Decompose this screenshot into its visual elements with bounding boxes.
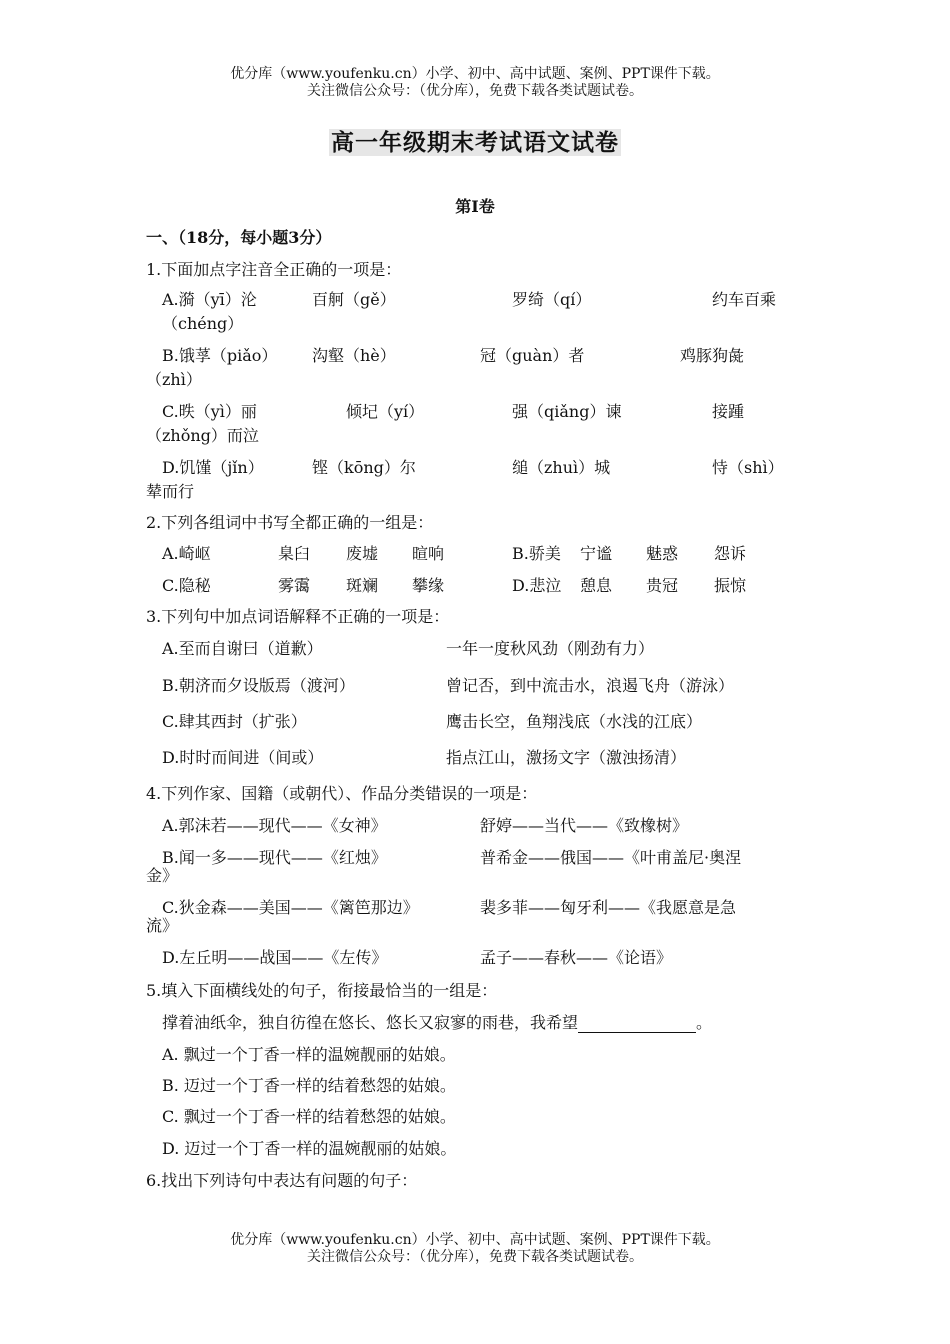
q6-stem: 6.找出下列诗句中表达有问题的句子： — [146, 1171, 418, 1190]
q2-option-a-2: 臬臼 — [278, 544, 311, 563]
q2-option-b-1: B.骄美 — [512, 544, 561, 563]
q3-option-b-1: B.朝济而夕设版焉（渡河） — [162, 676, 355, 695]
q5-option-c: C. 飘过一个丁香一样的结着愁怨的姑娘。 — [162, 1107, 456, 1126]
q4-option-b-3: 金》 — [146, 866, 179, 885]
q1-option-b-1: B.饿莩（piǎo） — [162, 346, 278, 365]
q2-option-c-1: C.隐秘 — [162, 576, 211, 595]
q1-stem: 1.下面加点字注音全正确的一项是： — [146, 260, 402, 279]
q1-option-b-5: （zhì） — [146, 370, 202, 389]
q1-option-b-3: 冠（guàn）者 — [480, 346, 585, 365]
q4-option-d-1: D.左丘明——战国——《左传》 — [162, 948, 388, 967]
q5-option-d: D. 迈过一个丁香一样的温婉靓丽的姑娘。 — [162, 1139, 457, 1158]
q1-option-a-2: 百舸（gě） — [312, 290, 396, 309]
q4-option-d-2: 孟子——春秋——《论语》 — [480, 948, 673, 967]
q5-sentence-text: 撑着油纸伞，独自彷徨在悠长、悠长又寂寥的雨巷，我希望 — [162, 1013, 579, 1032]
q2-option-c-2: 雾霭 — [278, 576, 311, 595]
q2-option-a-1: A.崎岖 — [162, 544, 211, 563]
q1-option-d-5: 辇而行 — [146, 482, 195, 501]
q2-option-b-4: 怨诉 — [714, 544, 747, 563]
q3-option-a-2: 一年一度秋风劲（刚劲有力） — [446, 639, 655, 658]
q1-option-a-3: 罗绮（qí） — [512, 290, 592, 309]
q5-stem: 5.填入下面横线处的句子，衔接最恰当的一组是： — [146, 981, 498, 1000]
exam-title-text: 高一年级期末考试语文试卷 — [331, 129, 619, 156]
header-line-1: 优分库（www.youfenku.cn）小学、初中、高中试题、案例、PPT课件下载。 — [230, 66, 720, 82]
q3-option-b-2: 曾记否，到中流击水，浪遏飞舟（游泳） — [446, 676, 735, 695]
q4-option-c-3: 流》 — [146, 916, 179, 935]
q5-sentence — [162, 1013, 712, 1033]
header-line-2: 关注微信公众号：（优分库），免费下载各类试题试卷。 — [307, 83, 643, 99]
q4-option-c-1: C.狄金森——美国——《篱笆那边》 — [162, 898, 419, 917]
q1-option-c-5: （zhǒng）而泣 — [146, 426, 259, 445]
q2-option-a-4: 暄响 — [412, 544, 445, 563]
q3-option-c-1: C.肆其西封（扩张） — [162, 712, 307, 731]
q2-option-d-1: D.悲泣 — [512, 576, 562, 595]
page-footer — [0, 1232, 950, 1266]
footer-line-2: 关注微信公众号：（优分库），免费下载各类试题试卷。 — [307, 1249, 643, 1265]
q4-stem: 4.下列作家、国籍（或朝代）、作品分类错误的一项是： — [146, 784, 538, 803]
q1-option-b-4: 鸡豚狗彘 — [680, 346, 745, 365]
q1-option-a-1: A.漪（yī）沦 — [162, 290, 257, 309]
q2-option-c-4: 攀缘 — [412, 576, 445, 595]
q1-option-c-1: C.昳（yì）丽 — [162, 402, 257, 421]
q2-option-d-3: 贵冠 — [646, 576, 679, 595]
q2-option-b-2: 宁谧 — [580, 544, 613, 563]
volume-heading: 第Ⅰ卷 — [455, 197, 495, 216]
q1-option-d-3: 缒（zhuì）城 — [512, 458, 611, 477]
q5-option-b: B. 迈过一个丁香一样的结着愁怨的姑娘。 — [162, 1076, 456, 1095]
q4-option-b-2: 普希金——俄国——《叶甫盖尼·奥涅 — [480, 848, 742, 867]
q2-stem: 2.下列各组词中书写全都正确的一组是： — [146, 513, 434, 532]
q1-option-c-4: 接踵 — [712, 402, 745, 421]
q1-option-a-4: 约车百乘 — [712, 290, 777, 309]
q2-option-d-2: 憩息 — [580, 576, 613, 595]
q4-option-a-2: 舒婷——当代——《致橡树》 — [480, 816, 689, 835]
q1-option-c-2: 倾圮（yí） — [346, 402, 425, 421]
q4-option-a-1: A.郭沫若——现代——《女神》 — [162, 816, 387, 835]
q3-option-d-2: 指点江山，激扬文字（激浊扬清） — [446, 748, 687, 767]
exam-title — [0, 124, 950, 157]
q4-option-b-1: B.闻一多——现代——《红烛》 — [162, 848, 387, 867]
q2-option-c-3: 斑斓 — [346, 576, 379, 595]
q3-stem: 3.下列句中加点词语解释不正确的一项是： — [146, 607, 450, 626]
q5-option-a: A. 飘过一个丁香一样的温婉靓丽的姑娘。 — [162, 1045, 456, 1064]
section-1-heading: 一、（18分，每小题3分） — [146, 228, 332, 247]
q1-option-d-2: 铿（kōng）尔 — [312, 458, 416, 477]
q3-option-c-2: 鹰击长空，鱼翔浅底（水浅的江底） — [446, 712, 703, 731]
footer-line-1: 优分库（www.youfenku.cn）小学、初中、高中试题、案例、PPT课件下载。 — [230, 1232, 720, 1248]
q1-option-b-2: 沟壑（hè） — [312, 346, 396, 365]
q1-option-d-4: 恃（shì） — [712, 458, 784, 477]
q1-option-a-5: （chéng） — [162, 314, 244, 333]
q2-option-a-3: 废墟 — [346, 544, 379, 563]
q1-option-c-3: 强（qiǎng）谏 — [512, 402, 622, 421]
answer-blank — [578, 1015, 696, 1033]
q1-option-d-1: D.饥馑（jǐn） — [162, 458, 264, 477]
q3-option-d-1: D.时时而间进（间或） — [162, 748, 324, 767]
page-header — [0, 66, 950, 100]
q3-option-a-1: A.至而自谢曰（道歉） — [162, 639, 323, 658]
q2-option-d-4: 振惊 — [714, 576, 747, 595]
q5-sentence-end: 。 — [696, 1013, 713, 1032]
q4-option-c-2: 裴多菲——匈牙利——《我愿意是急 — [480, 898, 737, 917]
q2-option-b-3: 魅惑 — [646, 544, 679, 563]
